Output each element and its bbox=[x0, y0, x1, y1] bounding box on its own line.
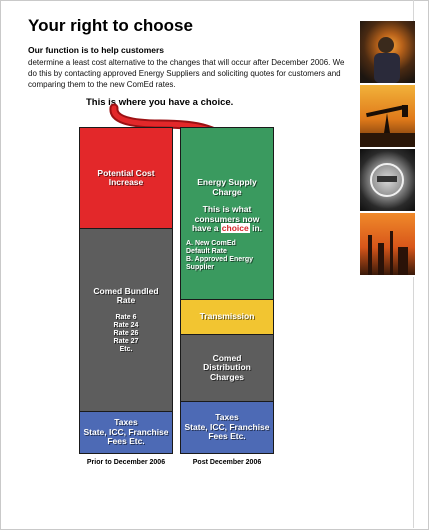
rate-item: Rate 6 bbox=[115, 313, 137, 321]
taxes-title: Taxes bbox=[215, 412, 239, 423]
transmission-block bbox=[181, 300, 273, 335]
taxes-block bbox=[181, 402, 273, 453]
supply-title: Energy Supply Charge bbox=[197, 177, 257, 197]
rate-item: Rate 26 bbox=[113, 329, 139, 337]
prior-rate-column bbox=[79, 127, 173, 454]
taxes-block bbox=[80, 412, 172, 453]
refinery-photo bbox=[360, 213, 415, 277]
potential-cost-increase-block bbox=[80, 128, 172, 229]
rate-item: Rate 24 bbox=[113, 321, 139, 329]
prior-caption: Prior to December 2006 bbox=[86, 459, 166, 466]
rate-item: Rate 27 bbox=[113, 337, 139, 345]
taxes-sub: State, ICC, Franchise Fees Etc. bbox=[83, 426, 169, 447]
oil-pump-photo bbox=[360, 85, 415, 149]
bundled-title: Comed Bundled Rate bbox=[93, 285, 159, 305]
intro-paragraph: determine a least cost alternative to the changes that will occur after December 2006. We do this by contacting approved Energy Suppliers and soliciting quotes for customers and comparing them to the new ComEd rates. bbox=[28, 58, 345, 89]
potential-label: Potential Cost Increase bbox=[97, 167, 155, 187]
distribution-label: Comed Distribution Charges bbox=[203, 352, 251, 382]
taxes-title: Taxes bbox=[114, 417, 138, 428]
photo-strip bbox=[360, 21, 415, 277]
bundled-rate-block bbox=[80, 229, 172, 412]
option-b: B. Approved Energy Supplier bbox=[186, 255, 254, 271]
distribution-block bbox=[181, 335, 273, 402]
transmission-label: Transmission bbox=[199, 311, 255, 322]
worker-photo bbox=[360, 21, 415, 85]
post-caption: Post December 2006 bbox=[192, 459, 262, 466]
choice-heading: This is where you have a choice. bbox=[86, 97, 234, 108]
taxes-sub: State, ICC, Franchise Fees Etc. bbox=[184, 421, 270, 442]
rate-item: Etc. bbox=[119, 345, 133, 353]
option-a: A. New ComEd Default Rate bbox=[186, 239, 236, 255]
choice-word: choice bbox=[221, 223, 249, 233]
energy-supply-block bbox=[181, 128, 273, 300]
supply-note-pre: This is what consumers now have a bbox=[191, 204, 260, 233]
post-rate-column bbox=[180, 127, 274, 454]
page-subhead: Our function is to help customers bbox=[28, 45, 165, 55]
supply-note-post: in. bbox=[252, 223, 263, 233]
page-title: Your right to choose bbox=[28, 16, 193, 35]
electric-meter-photo bbox=[360, 149, 415, 213]
